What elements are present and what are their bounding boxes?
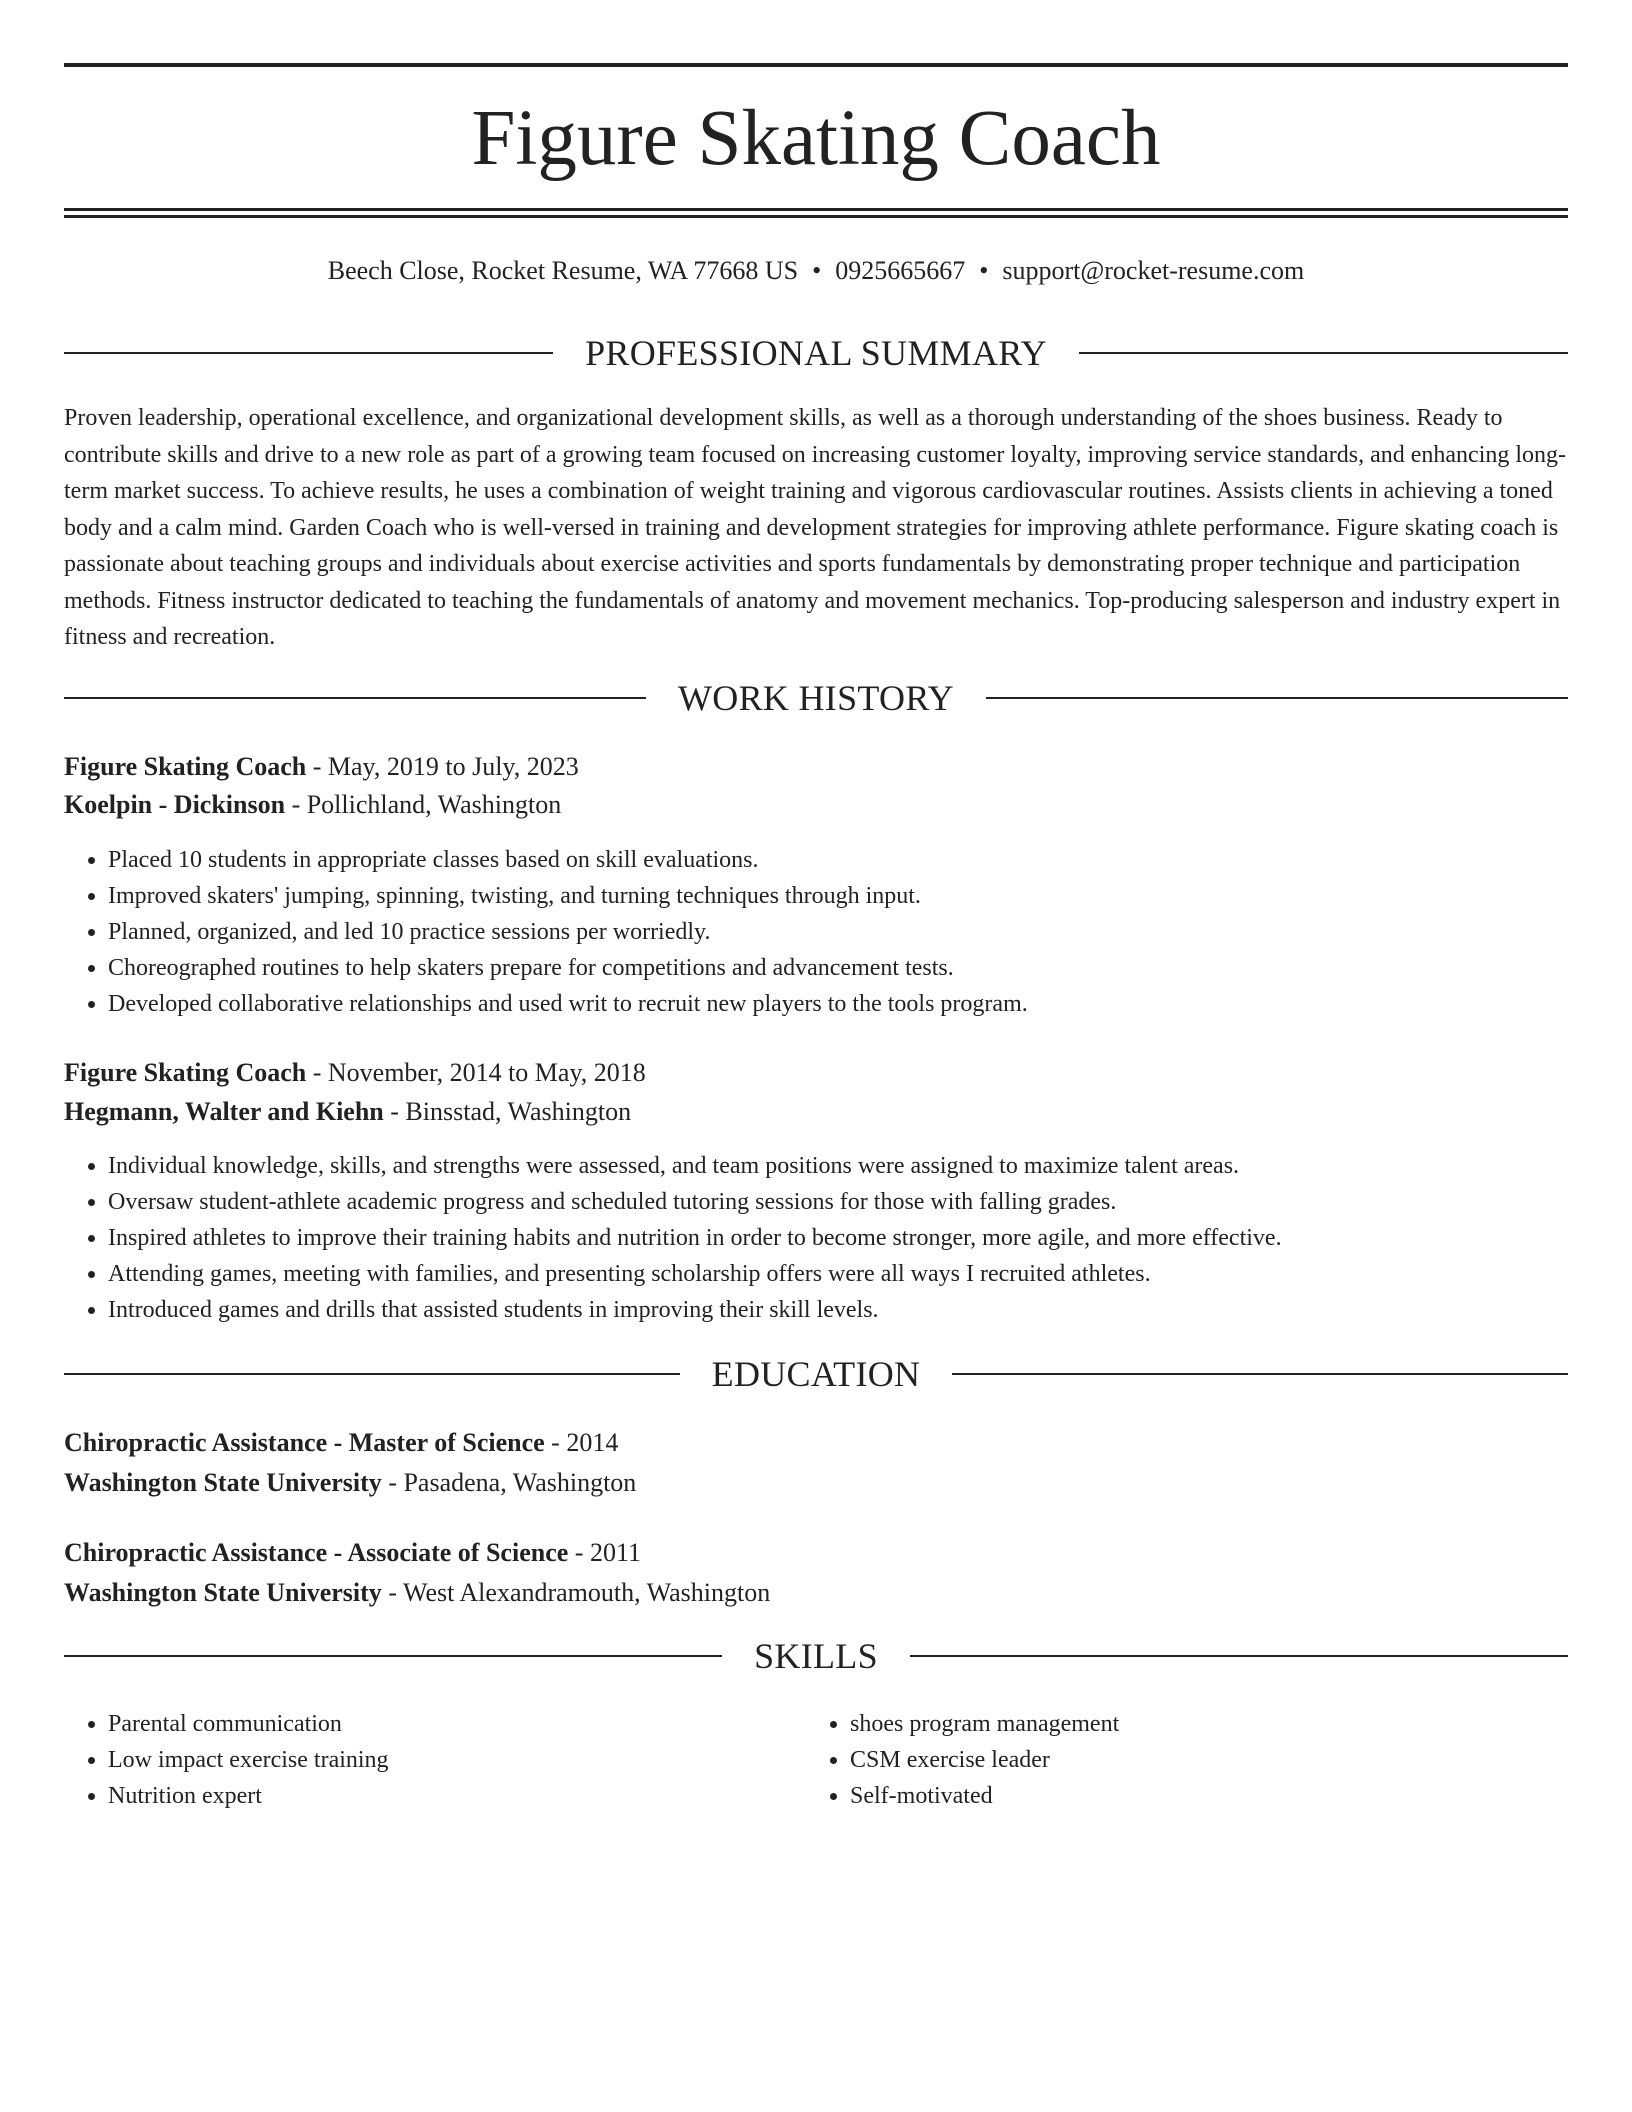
list-item: • Choreographed routines to help skaters prepare for competitions and advancement tests. <box>108 950 1568 986</box>
job-title-line <box>64 1055 646 1091</box>
education-degree: Chiropractic Assistance - Master of Science <box>64 1428 545 1457</box>
job-role: Figure Skating Coach <box>64 752 307 781</box>
section-rule <box>64 697 646 699</box>
section-title: SKILLS <box>754 1636 878 1676</box>
header-double-rule <box>64 208 1568 218</box>
list-item: • Inspired athletes to improve their training habits and nutrition in order to become stronger, more agile, and more effective. <box>108 1220 1568 1256</box>
section-rule <box>952 1373 1568 1375</box>
education-year: - 2011 <box>568 1538 641 1567</box>
skills-list-left <box>64 1706 798 1814</box>
job-dates: - May, 2019 to July, 2023 <box>306 752 579 781</box>
job-company-line <box>64 1094 631 1130</box>
education-location: - Pasadena, Washington <box>381 1468 637 1497</box>
contact-address: Beech Close, Rocket Resume, WA 77668 US <box>327 256 799 285</box>
skill-item: • Nutrition expert <box>108 1778 798 1814</box>
contact-separator: • <box>812 256 822 285</box>
section-header-work <box>64 676 1568 720</box>
education-degree-line <box>64 1535 641 1571</box>
section-title: PROFESSIONAL SUMMARY <box>585 333 1047 373</box>
skill-item: • Self-motivated <box>850 1778 1540 1814</box>
education-school-line <box>64 1575 770 1611</box>
list-item: • Individual knowledge, skills, and strengths were assessed, and team positions were assigned to maximize talent areas. <box>108 1148 1568 1184</box>
list-item: • Developed collaborative relationships and used writ to recruit new players to the tools program. <box>108 986 1568 1022</box>
education-degree-line <box>64 1425 618 1461</box>
summary-paragraph: Proven leadership, operational excellence, and organizational development skills, as well as a thorough understanding of the shoes business. Ready to contribute skills and drive to a new role as part of a growing team focused on increasing customer loyalty, improving service standards, and enhancing long-term market success. To achieve results, he uses a combination of weight training and vigorous cardiovascular routines. Assists clients in achieving a toned body and a calm mind. Garden Coach who is well-versed in training and development strategies for improving athlete performance. Figure skating coach is passionate about teaching groups and individuals about exercise activities and sports fundamentals by demonstrating proper technique and participation methods. Fitness instructor dedicated to teaching the fundamentals of anatomy and movement mechanics. Top-producing salesperson and industry expert in fitness and recreation. <box>64 405 1567 650</box>
section-rule <box>986 697 1568 699</box>
contact-phone: 0925665667 <box>835 256 966 285</box>
contact-line <box>64 253 1568 289</box>
job-role: Figure Skating Coach <box>64 1058 307 1087</box>
job-bullets <box>64 1148 1568 1328</box>
education-school-line <box>64 1465 636 1501</box>
job-company: Koelpin - Dickinson <box>64 790 286 819</box>
job-bullets <box>64 842 1568 1022</box>
education-location: - West Alexandramouth, Washington <box>381 1578 771 1607</box>
education-degree: Chiropractic Assistance - Associate of Science <box>64 1538 569 1567</box>
skill-item: • shoes program management <box>850 1706 1540 1742</box>
contact-email: support@rocket-resume.com <box>1002 256 1305 285</box>
section-header-summary <box>64 331 1568 375</box>
section-rule <box>64 352 553 354</box>
list-item: • Introduced games and drills that assisted students in improving their skill levels. <box>108 1292 1568 1328</box>
header-top-rule <box>64 63 1568 67</box>
education-year: - 2014 <box>544 1428 619 1457</box>
job-company: Hegmann, Walter and Kiehn <box>64 1097 384 1126</box>
job-location: - Pollichland, Washington <box>285 790 562 819</box>
contact-separator: • <box>979 256 989 285</box>
job-company-line <box>64 787 561 823</box>
section-rule <box>64 1655 722 1657</box>
section-header-education <box>64 1352 1568 1396</box>
resume-title: Figure Skating Coach <box>471 95 1161 182</box>
job-dates: - November, 2014 to May, 2018 <box>306 1058 646 1087</box>
skill-item: • CSM exercise leader <box>850 1742 1540 1778</box>
section-rule <box>1079 352 1568 354</box>
section-title: WORK HISTORY <box>678 678 954 718</box>
job-location: - Binsstad, Washington <box>383 1097 632 1126</box>
section-header-skills <box>64 1634 1568 1678</box>
list-item: • Oversaw student-athlete academic progress and scheduled tutoring sessions for those with falling grades. <box>108 1184 1568 1220</box>
section-rule <box>64 1373 680 1375</box>
skills-list-right <box>806 1706 1540 1814</box>
skill-item: • Low impact exercise training <box>108 1742 798 1778</box>
job-title-line <box>64 749 579 785</box>
list-item: • Planned, organized, and led 10 practice sessions per worriedly. <box>108 914 1568 950</box>
section-title: EDUCATION <box>711 1354 921 1394</box>
education-school: Washington State University <box>64 1578 382 1607</box>
list-item: • Placed 10 students in appropriate classes based on skill evaluations. <box>108 842 1568 878</box>
section-rule <box>910 1655 1568 1657</box>
education-school: Washington State University <box>64 1468 382 1497</box>
list-item: • Improved skaters' jumping, spinning, twisting, and turning techniques through input. <box>108 878 1568 914</box>
list-item: • Attending games, meeting with families, and presenting scholarship offers were all ways I recruited athletes. <box>108 1256 1568 1292</box>
skill-item: • Parental communication <box>108 1706 798 1742</box>
